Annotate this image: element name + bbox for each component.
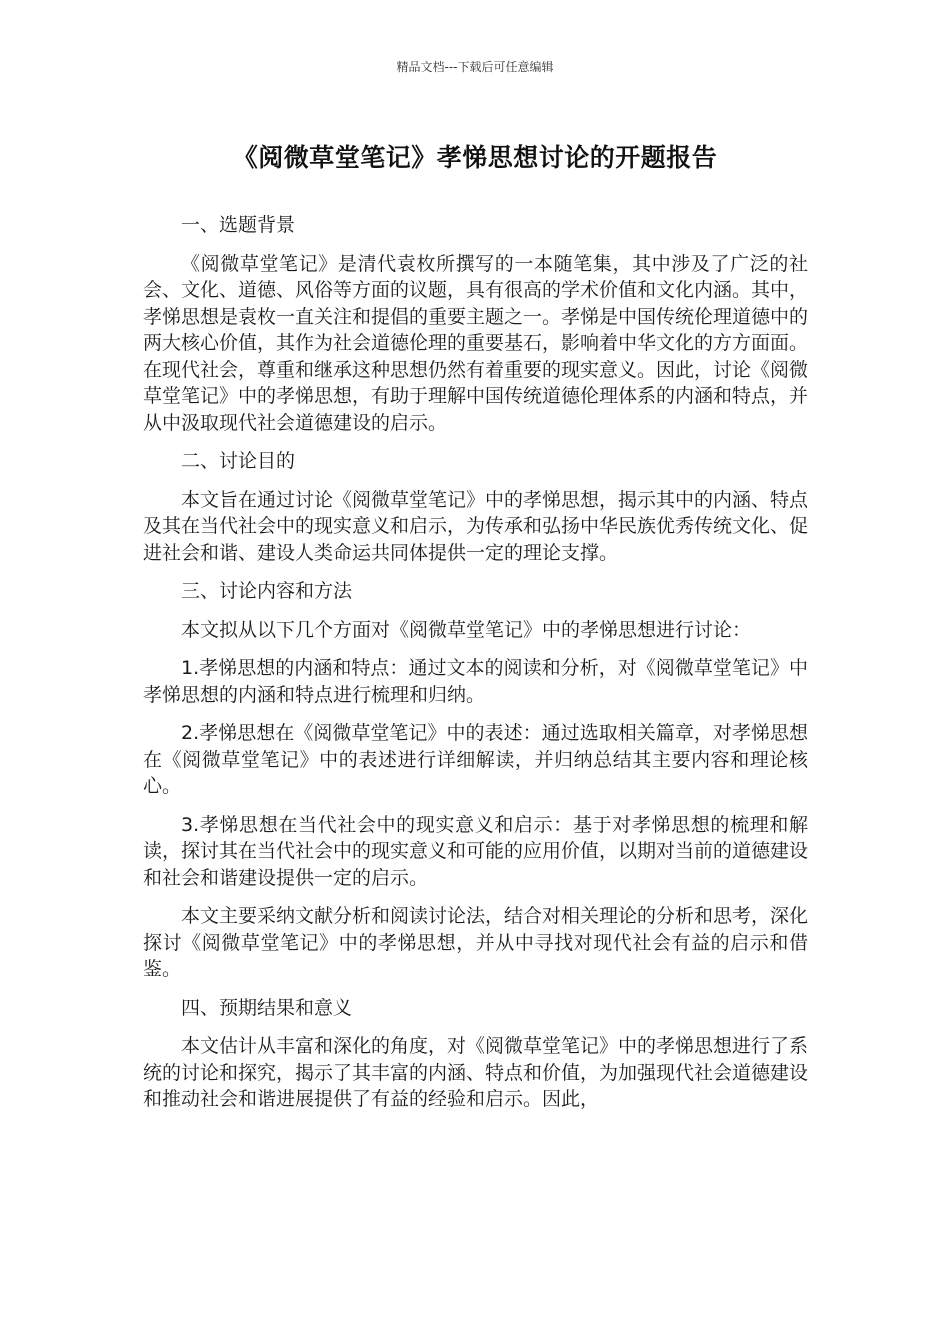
section-heading: 三、讨论内容和方法: [181, 580, 353, 602]
section-content-methods: [143, 578, 808, 983]
paragraph: 《阅微草堂笔记》是清代袁枚所撰写的一本随笔集，其中涉及了广泛的社会、文化、道德、风俗等方面的议题，具有很高的学术价值和文化内涵。其中，孝悌思想是袁枚一直关注和提倡的重要主题之一。孝悌是中国传统伦理道德中的两大核心价值，其作为社会道德伦理的重要基石，影响着中华文化的方方面面。在现代社会，尊重和继承这种思想仍然有着重要的现实意义。因此，讨论《阅微草堂笔记》中的孝悌思想，有助于理解中国传统道德伦理体系的内涵和特点，并从中汲取现代社会道德建设的启示。: [143, 252, 809, 434]
paragraph: 本文估计从丰富和深化的角度，对《阅微草堂笔记》中的孝悌思想进行了系统的讨论和探究，揭示了其丰富的内涵、特点和价值，为加强现代社会道德建设和推动社会和谐进展提供了有益的经验和启示。因此，: [143, 1035, 809, 1110]
section-expected-results: [143, 995, 808, 1113]
list-item: 2.孝悌思想在《阅微草堂笔记》中的表述：通过选取相关篇章，对孝悌思想在《阅微草堂笔记》中的表述进行详细解读，并归纳总结其主要内容和理论核心。: [143, 722, 808, 797]
header-note: 精品文档---下载后可任意编辑: [396, 60, 554, 74]
section-heading: 四、预期结果和意义: [181, 996, 353, 1019]
document-body: [143, 212, 808, 1125]
paragraph: 本文拟从以下几个方面对《阅微草堂笔记》中的孝悌思想进行讨论：: [181, 618, 752, 641]
section-heading: 二、讨论目的: [181, 450, 296, 472]
section-background: [143, 212, 808, 436]
section-purpose: [143, 448, 808, 566]
document-title: 《阅微草堂笔记》孝悌思想讨论的开题报告: [232, 143, 718, 172]
paragraph: 本文旨在通过讨论《阅微草堂笔记》中的孝悌思想，揭示其中的内涵、特点及其在当代社会中的现实意义和启示，为传承和弘扬中华民族优秀传统文化、促进社会和谐、建设人类命运共同体提供一定的理论支撑。: [143, 488, 809, 564]
list-item: 3.孝悌思想在当代社会中的现实意义和启示：基于对孝悌思想的梳理和解读，探讨其在当代社会中的现实意义和可能的应用价值，以期对当前的道德建设和社会和谐建设提供一定的启示。: [143, 813, 809, 889]
section-heading: 一、选题背景: [181, 214, 296, 236]
paragraph: 本文主要采纳文献分析和阅读讨论法，结合对相关理论的分析和思考，深化探讨《阅微草堂笔记》中的孝悌思想，并从中寻找对现代社会有益的启示和借鉴。: [143, 905, 809, 980]
list-item: 1.孝悌思想的内涵和特点：通过文本的阅读和分析，对《阅微草堂笔记》中孝悌思想的内涵和特点进行梳理和归纳。: [143, 657, 808, 706]
